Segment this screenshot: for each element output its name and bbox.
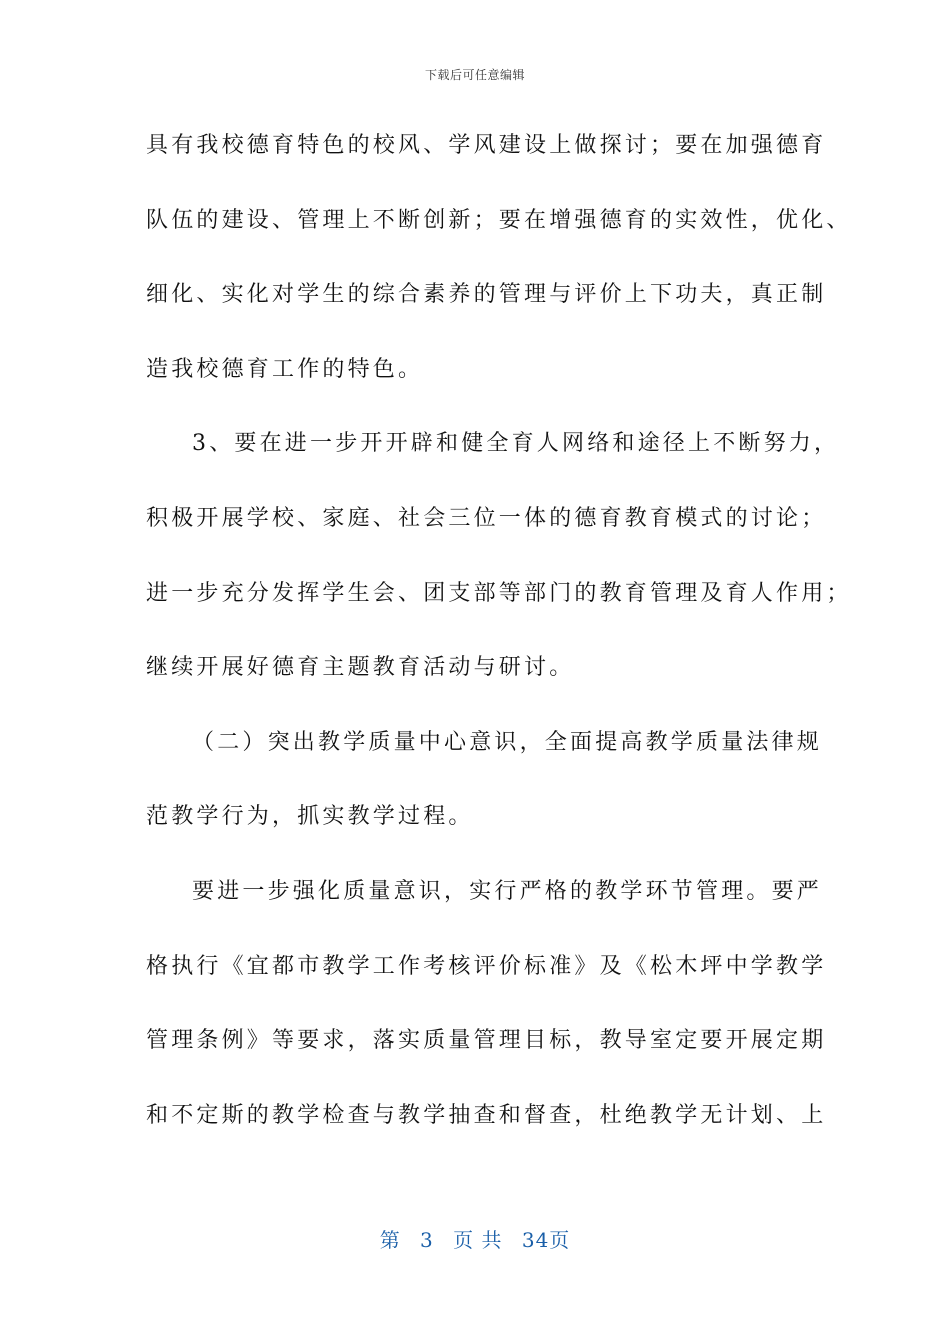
text-line-9: （二）突出教学质量中心意识，全面提高教学质量法律规 xyxy=(192,729,823,755)
footer-total-pages: 34页 xyxy=(521,1228,571,1252)
page-header-note: 下载后可任意编辑 xyxy=(424,68,525,82)
text-line-10: 范教学行为，抓实教学过程。 xyxy=(146,804,474,830)
text-line-13: 管理条例》等要求，落实质量管理目标，教导室定要开展定期 xyxy=(146,1028,827,1054)
footer-prefix: 第 xyxy=(379,1228,401,1252)
text-line-8: 继续开展好德育主题教育活动与研讨。 xyxy=(146,655,575,681)
text-line-3: 细化、实化对学生的综合素养的管理与评价上下功夫，真正制 xyxy=(146,282,827,308)
text-line-14: 和不定斯的教学检查与教学抽查和督查，杜绝教学无计划、上 xyxy=(146,1102,827,1128)
text-line-11: 要进一步强化质量意识，实行严格的教学环节管理。要严 xyxy=(192,878,823,904)
text-line-7: 进一步充分发挥学生会、团支部等部门的教育管理及育人作用； xyxy=(146,580,852,606)
footer-middle: 页 共 xyxy=(453,1228,503,1252)
document-body xyxy=(146,124,852,1168)
text-line-4: 造我校德育工作的特色。 xyxy=(146,356,424,382)
text-line-5: 3、要在进一步开开辟和健全育人网络和途径上不断努力， xyxy=(192,431,840,457)
text-line-1: 具有我校德育特色的校风、学风建设上做探讨；要在加强德育 xyxy=(146,133,827,158)
footer-page-number: 3 xyxy=(420,1228,434,1252)
text-line-6: 积极开展学校、家庭、社会三位一体的德育教育模式的讨论； xyxy=(146,505,827,531)
text-line-12: 格执行《宜都市教学工作考核评价标准》及《松木坪中学教学 xyxy=(146,953,827,979)
text-line-2: 队伍的建设、管理上不断创新；要在增强德育的实效性，优化、 xyxy=(146,207,852,233)
page-number-footer xyxy=(0,1224,950,1253)
